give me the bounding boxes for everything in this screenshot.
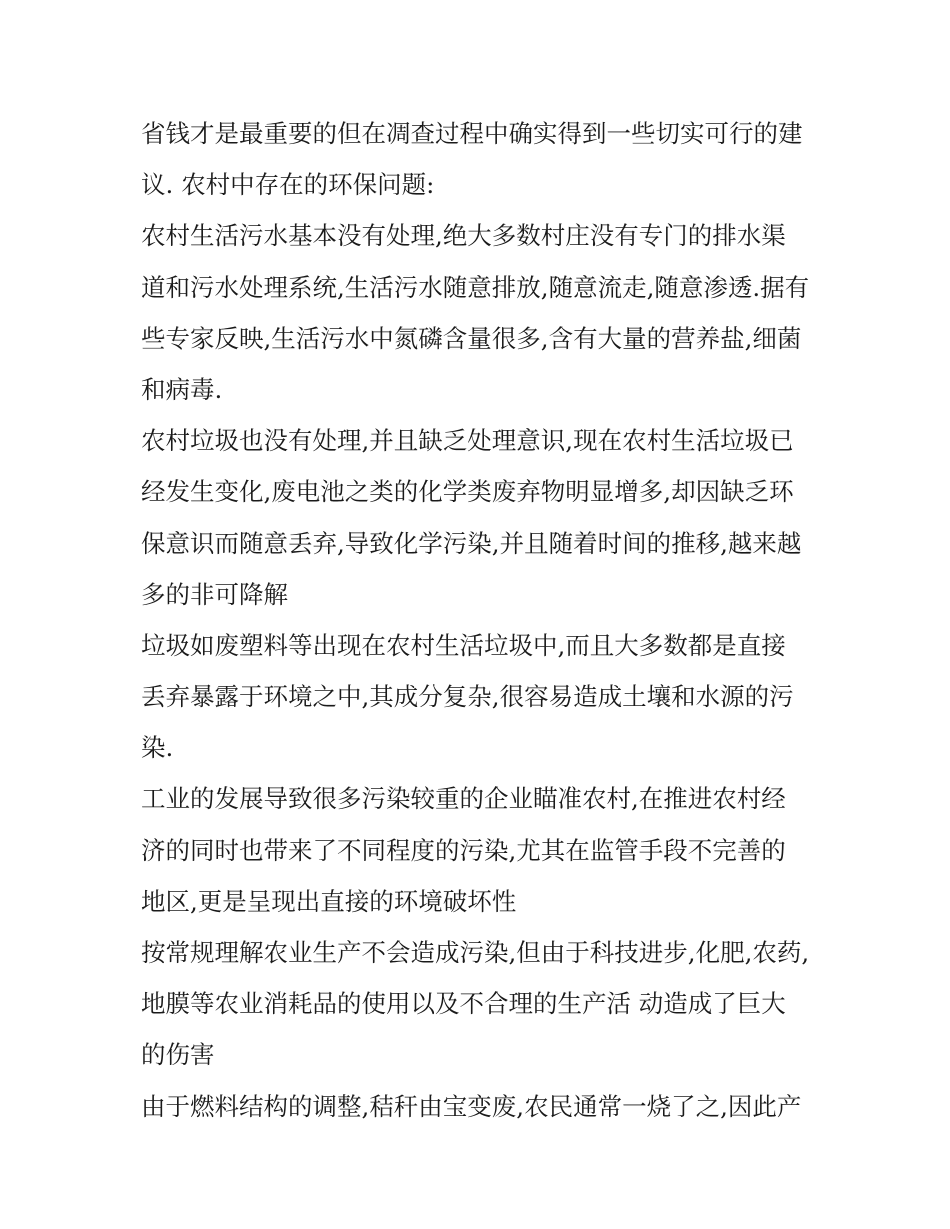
text-line: 工业的发展导致很多污染较重的企业瞄准农村,在推进农村经 <box>141 784 786 814</box>
text-line: 多的非可降解 <box>141 579 288 609</box>
text-line: 和病毒. <box>141 374 223 404</box>
text-line: 议. 农村中存在的环保问题: <box>141 170 435 200</box>
text-line: 些专家反映,生活污水中氮磷含量很多,含有大量的营养盐,细菌 <box>141 323 802 353</box>
text-line: 农村垃圾也没有处理,并且缺乏处理意识,现在农村生活垃圾已 <box>141 426 794 456</box>
text-line: 按常规理解农业生产不会造成污染,但由于科技进步,化肥,农药, <box>141 938 810 967</box>
text-line: 垃圾如废塑料等出现在农村生活垃圾中,而且大多数都是直接 <box>141 630 786 660</box>
text-line: 农村生活污水基本没有处理,绝大多数村庄没有专门的排水渠 <box>141 221 786 251</box>
text-line: 染. <box>141 733 174 763</box>
text-line: 经发生变化,废电池之类的化学类废弃物明显增多,却因缺乏环 <box>141 477 794 507</box>
text-line: 由于燃料结构的调整,秸秆由宝变废,农民通常一烧了之,因此产 <box>141 1091 802 1121</box>
text-line: 丢弃暴露于环境之中,其成分复杂,很容易造成土壤和水源的污 <box>141 682 794 712</box>
text-line: 济的同时也带来了不同程度的污染,尤其在监管手段不完善的 <box>141 835 786 865</box>
text-line: 地膜等农业消耗品的使用以及不合理的生产活 动造成了巨大 <box>141 989 786 1019</box>
text-line: 保意识而随意丢弃,导致化学污染,并且随着时间的推移,越来越 <box>141 528 802 558</box>
text-line: 地区,更是呈现出直接的环境破坏性 <box>141 886 517 916</box>
text-line: 的伤害 <box>141 1040 215 1070</box>
text-line: 省钱才是最重要的但在凋查过程中确实得到一些切实可行的建 <box>141 119 803 148</box>
text-line: 道和污水处理系统,生活污水随意排放,随意流走,随意渗透.据有 <box>141 272 810 302</box>
document-body <box>141 108 821 1132</box>
